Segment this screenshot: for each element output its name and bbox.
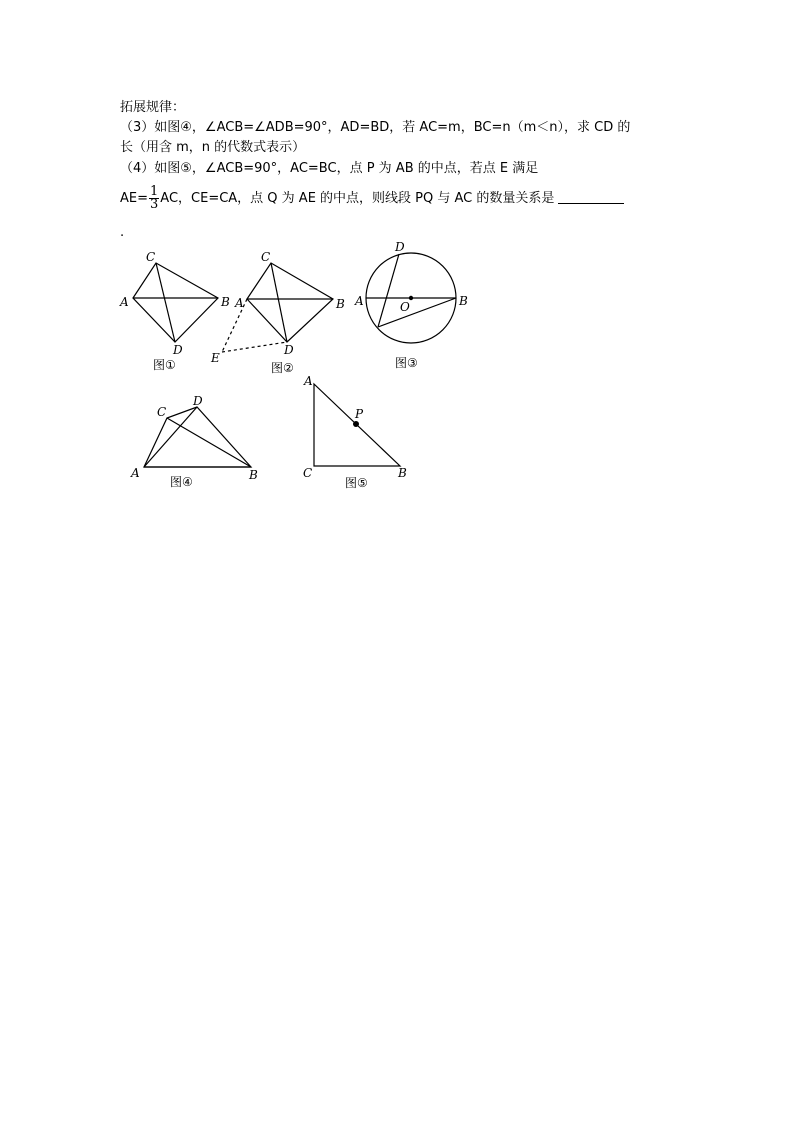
problem-3-line-2: 长（用含 m，n 的代数式表示）: [120, 140, 306, 155]
fig2-label-c: C: [261, 250, 271, 264]
fig2-caption: 图②: [271, 361, 294, 375]
fig5-caption: 图⑤: [345, 476, 368, 490]
figure-1-diagram: [133, 263, 218, 342]
fig5-label-c: C: [303, 466, 313, 480]
ending-period: .: [120, 225, 125, 240]
fig1-label-a: A: [120, 295, 129, 309]
fig3-label-a: A: [355, 294, 364, 308]
ae-prefix: AE=: [120, 191, 148, 206]
fig2-label-b: B: [336, 297, 345, 311]
fig4-label-d: D: [193, 394, 203, 408]
fig2-label-a: A: [235, 296, 244, 310]
fig4-caption: 图④: [170, 475, 193, 489]
fig4-label-c: C: [157, 405, 167, 419]
problem-3-line-1: （3）如图④，∠ACB=∠ADB=90°，AD=BD，若 AC=m，BC=n（m＜n），求 CD 的: [120, 120, 631, 135]
section-heading: 拓展规律：: [120, 100, 186, 115]
problem-4-line-1: （4）如图⑤，∠ACB=90°，AC=BC，点 P 为 AB 的中点，若点 E 满足: [120, 161, 539, 176]
fig1-label-c: C: [146, 250, 156, 264]
fig4-label-a: A: [131, 466, 140, 480]
fig1-label-b: B: [221, 295, 230, 309]
fig1-label-d: D: [173, 343, 183, 357]
point-p-dot: [353, 421, 359, 427]
fig3-label-d: D: [395, 240, 405, 254]
fraction-numerator: 1: [150, 184, 159, 199]
fig5-label-b: B: [398, 466, 407, 480]
fig3-caption: 图③: [395, 356, 418, 370]
fig4-label-b: B: [249, 468, 258, 482]
fig2-label-e: E: [211, 351, 220, 365]
fig3-label-o: O: [400, 300, 410, 314]
fraction-denominator: 3: [150, 197, 159, 212]
fig5-label-a: A: [304, 374, 313, 388]
fig3-label-b: B: [459, 294, 468, 308]
problem-4-text: AC，CE=CA，点 Q 为 AE 的中点，则线段 PQ 与 AC 的数量关系是: [160, 191, 555, 206]
fig5-label-p: P: [355, 407, 364, 421]
fig2-label-d: D: [284, 343, 294, 357]
fig1-caption: 图①: [153, 358, 176, 372]
